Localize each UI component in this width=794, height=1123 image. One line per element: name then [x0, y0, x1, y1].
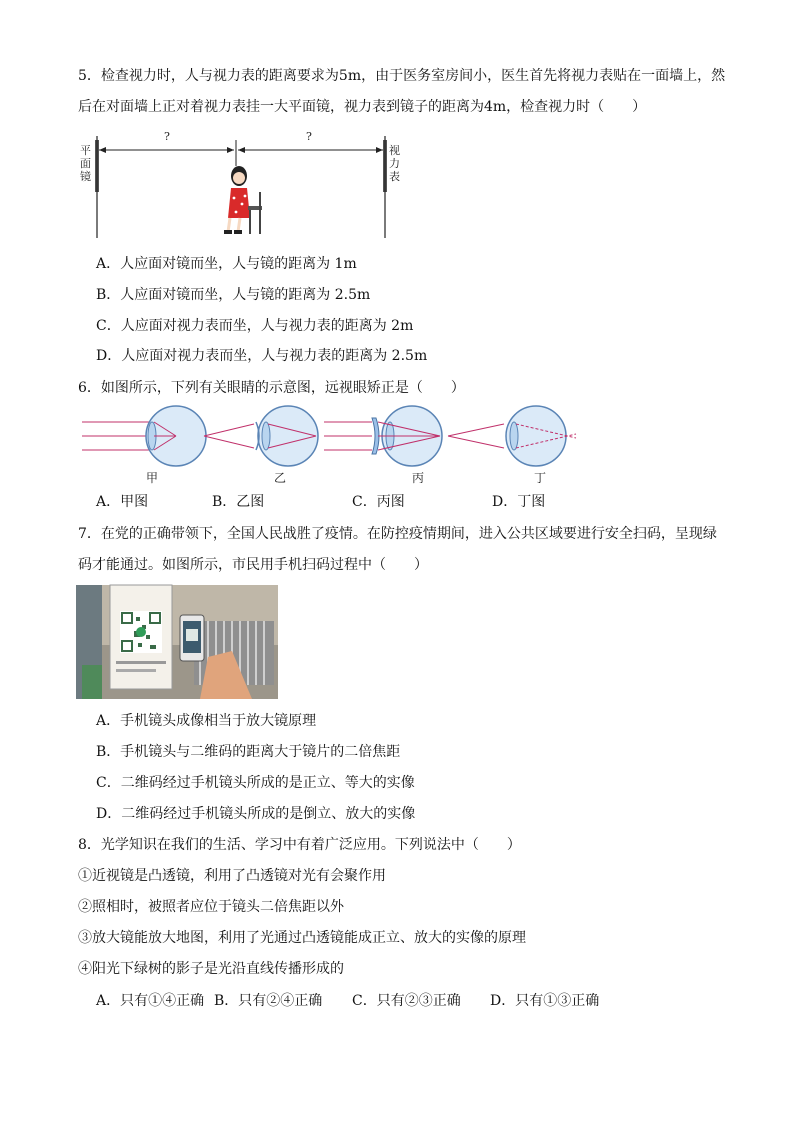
q6-eye-diagrams: [76, 404, 586, 488]
q6-stem: 6．如图所示，下列有关眼睛的示意图，远视眼矫正是（ ）: [78, 380, 465, 396]
chart-label-3: 表: [389, 170, 400, 183]
q5-option-d: D．人应面对视力表而坐，人与视力表的距离为 2.5m: [96, 348, 428, 364]
eye-diagram-ding: [448, 406, 576, 485]
q5-unknown-left: ?: [164, 130, 170, 143]
eye-diagram-yi: [204, 406, 318, 485]
q5-option-c: C．人应面对视力表而坐，人与视力表的距离为 2m: [96, 318, 414, 334]
q6-option-a: A．甲图: [96, 494, 149, 510]
q8-option-c: C．只有②③正确: [352, 993, 461, 1009]
q5-option-b: B．人应面对镜而坐，人与镜的距离为 2.5m: [96, 287, 371, 303]
label-ding: 丁: [534, 471, 547, 485]
label-yi: 乙: [274, 471, 287, 485]
q5-stem-line-2: 后在对面墙上正对着视力表挂一大平面镜，视力表到镜子的距离为4m，检查视力时（ ）: [78, 99, 647, 115]
q8-statement-4: ④阳光下绿树的影子是光沿直线传播形成的: [78, 961, 344, 977]
q7-option-a: A．手机镜头成像相当于放大镜原理: [96, 713, 317, 729]
chart-label-2: 力: [389, 157, 400, 170]
eye-diagram-jia: [82, 406, 206, 485]
label-bing: 丙: [412, 471, 425, 485]
mirror-label-2: 面: [80, 157, 91, 170]
q6-option-d: D．丁图: [492, 494, 546, 510]
q5-stem-line-1: 5．检查视力时，人与视力表的距离要求为5m，由于医务室房间小，医生首先将视力表贴在一面墙上，然: [78, 68, 726, 84]
q7-qr-scan-photo: [76, 585, 278, 699]
seated-girl-icon: [224, 166, 262, 234]
q8-statement-1: ①近视镜是凸透镜，利用了凸透镜对光有会聚作用: [78, 868, 386, 884]
label-jia: 甲: [146, 471, 159, 485]
q7-option-d: D．二维码经过手机镜头所成的是倒立、放大的实像: [96, 806, 416, 822]
mirror-label-3: 镜: [80, 170, 91, 183]
q8-option-d: D．只有①③正确: [490, 993, 600, 1009]
q8-stem: 8．光学知识在我们的生活、学习中有着广泛应用。下列说法中（ ）: [78, 837, 521, 853]
q6-option-c: C．丙图: [352, 494, 405, 510]
q7-option-c: C．二维码经过手机镜头所成的是正立、等大的实像: [96, 775, 415, 791]
q8-statement-3: ③放大镜能放大地图，利用了光通过凸透镜能成正立、放大的实像的原理: [78, 930, 526, 946]
q5-option-a: A．人应面对镜而坐，人与镜的距离为 1m: [96, 256, 357, 272]
q7-stem-line-1: 7．在党的正确带领下，全国人民战胜了疫情。在防控疫情期间，进入公共区域要进行安全扫码，呈现绿: [78, 526, 717, 542]
mirror-label-1: 平: [80, 144, 91, 157]
chart-label-1: 视: [389, 144, 400, 157]
q7-option-b: B．手机镜头与二维码的距离大于镜片的二倍焦距: [96, 744, 401, 760]
qr-code-icon: [120, 611, 162, 653]
q7-stem-line-2: 码才能通过。如图所示，市民用手机扫码过程中（ ）: [78, 557, 428, 573]
q5-figure: [76, 126, 400, 242]
q8-option-b: B．只有②④正确: [214, 993, 323, 1009]
q5-unknown-right: ?: [306, 130, 312, 143]
q6-option-b: B．乙图: [212, 494, 265, 510]
q8-statement-2: ②照相时，被照者应位于镜头二倍焦距以外: [78, 899, 344, 915]
eye-diagram-bing: [324, 406, 442, 485]
q8-option-a: A．只有①④正确: [96, 993, 205, 1009]
